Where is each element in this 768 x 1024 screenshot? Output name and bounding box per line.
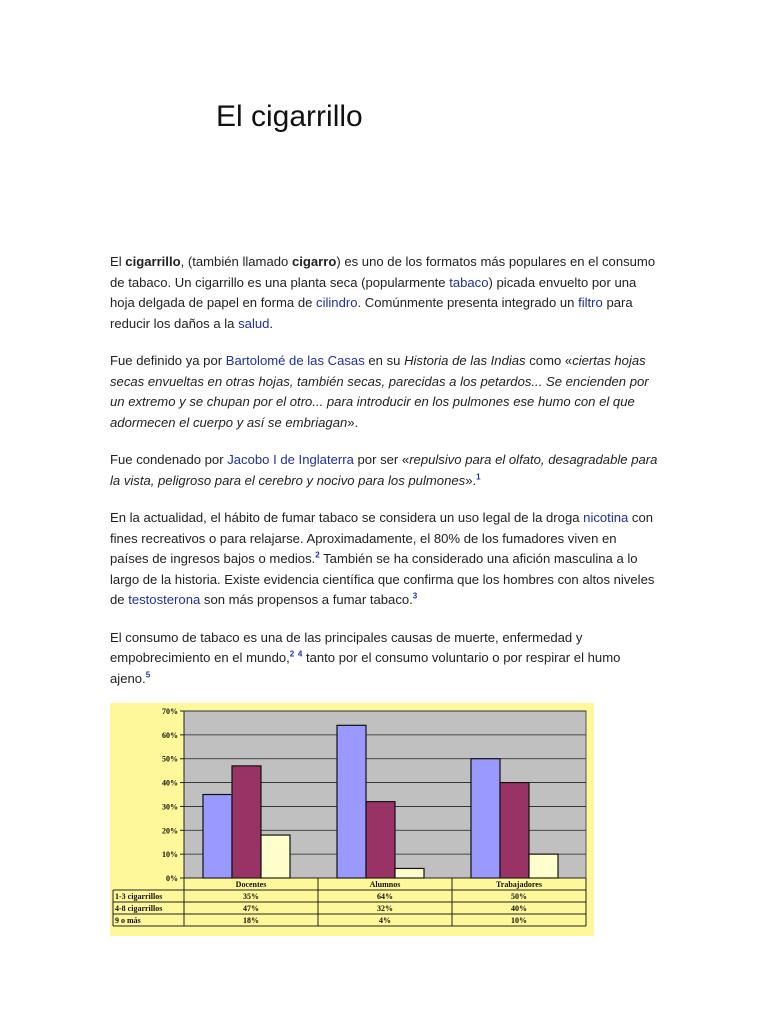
quote-text: repulsivo para el olfato, desagradable para la vista, peligroso para el cerebro y nocivo para los pulmones [110,452,658,488]
bar [232,766,261,878]
category-label: Trabajadores [496,880,542,889]
page-title: El cigarrillo [216,100,363,133]
paragraph-3: Fue condenado por Jacobo I de Inglaterra por ser «repulsivo para el olfato, desagradable para la vista, peligroso para el cerebro y nocivo para los pulmones».$^1$ [110,452,658,488]
link-nicotina[interactable]: nicotina [583,510,629,525]
book-title: Historia de las Indias [404,353,526,368]
link-testosterona[interactable]: testosterona [128,592,201,607]
data-label: 18% [243,916,259,925]
y-tick-label: 30% [162,802,178,812]
footnote-ref[interactable]: 4 [297,649,303,659]
bold-term: cigarrillo [125,254,181,269]
link-salud[interactable]: salud [238,315,270,331]
link-bartolome-de-las-casas[interactable]: Bartolomé de las Casas [225,353,365,368]
data-label: 4% [379,916,391,925]
bar [366,802,395,878]
footnote-ref[interactable]: 2 [315,550,320,560]
paragraph-1: El cigarrillo, (también llamado cigarro) es uno de los formatos más populares en el consumo de tabaco. Un cigarrillo es una planta seca (popularmente tabaco) picada envuelto por una hoja delgada de papel en forma de cilindro. Comúnmente presenta integrado un filtro para reducir los daños a la salud. [110,254,656,331]
bar [337,725,366,878]
data-label: 32% [377,904,393,913]
bar [395,868,424,878]
category-label: Docentes [235,880,267,889]
bold-term: cigarro [291,254,337,269]
y-tick-label: 0% [166,874,178,883]
data-label: 47% [243,904,259,913]
y-tick-label: 40% [162,778,178,788]
article-body [110,252,658,706]
bar [261,835,290,878]
link-filtro[interactable]: filtro [578,295,603,310]
data-label: 64% [377,892,393,901]
legend-series-name: 1-3 cigarrillos [115,892,163,901]
tobacco-chart [110,703,594,936]
footnote-ref[interactable]: 2 [289,649,295,659]
y-tick-label: 20% [162,826,178,836]
category-label: Alumnos [369,880,401,889]
data-label: 35% [243,892,259,901]
bar [529,854,558,878]
y-tick-label: 10% [162,850,178,860]
link-jacobo-i[interactable]: Jacobo I de Inglaterra [227,452,354,467]
footnote-ref[interactable]: 1 [476,472,481,482]
chart-svg [110,703,594,936]
paragraph-5: El consumo de tabaco es una de las principales causas de muerte, enfermedad y empobrecimiento en el mundo,$^2$ $^4$ tanto por el consumo voluntario o por respirar el humo ajeno.$^5$ [110,629,621,686]
legend-series-name: 9 o más [115,916,141,925]
link-tabaco[interactable]: tabaco [449,274,489,290]
paragraph-4: En la actualidad, el hábito de fumar tabaco se considera un uso legal de la droga nicotina con fines recreativos o para relajarse. Aproximadamente, el 80% de los fumadores viven en países de ingresos bajos o medios.$^2$ También se ha considerado una afición masculina a lo largo de la historia. Existe evidencia científica que confirma que los hombres con altos niveles de testosterona son más propensos a fumar tabaco.$^3$ [110,510,655,607]
y-tick-label: 50% [162,754,178,764]
legend-series-name: 4-8 cigarrillos [115,904,163,913]
data-label: 40% [511,904,527,913]
data-label: 50% [511,892,527,901]
y-tick-label: 70% [162,707,178,716]
bar [500,783,529,878]
paragraph-2: Fue definido ya por Bartolomé de las Casas en su Historia de las Indias como «ciertas hojas secas envueltas en otras hojas, también secas, parecidas a los petardos... Se encienden por un extremo y se chupan por el otro... para introducir en los pulmones ese humo con el que adormecen el cuerpo y así se embriagan». [110,353,649,430]
link-cilindro[interactable]: cilindro [316,295,358,310]
quote-text: ciertas hojas secas envueltas en otras hojas, también secas, parecidas a los petardos... Se encienden por un extremo y se chupan por el otro... para introducir en los pulmones ese humo con el que adormecen el cuerpo y así se embriagan [110,353,649,430]
bar [471,759,500,878]
footnote-ref[interactable]: 5 [145,670,151,680]
data-label: 10% [511,916,527,925]
footnote-ref[interactable]: 3 [412,591,418,601]
y-tick-label: 60% [162,730,178,740]
bar [203,795,232,879]
